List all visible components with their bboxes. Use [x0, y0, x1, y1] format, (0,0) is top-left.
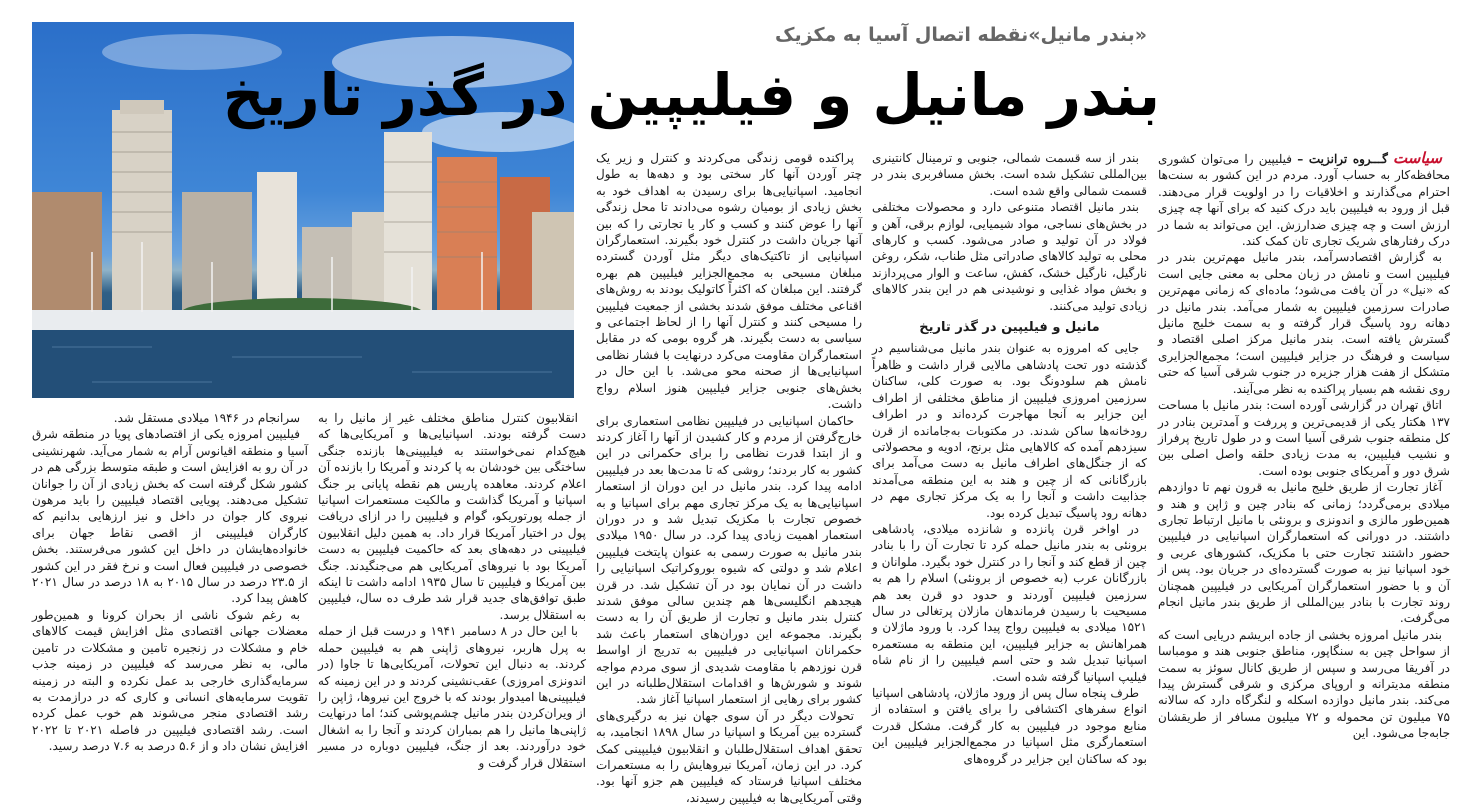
article-byline: گـــروه ترانزیت –	[1297, 152, 1388, 166]
article-column-2	[872, 150, 1147, 766]
article-column-5	[32, 410, 308, 755]
paragraph: بندر مانیل اقتصاد متنوعی دارد و محصولات مختلفی در بخش‌های نساجی، مواد شیمیایی، لوازم برقی، آهن و فولاد در آن تولید و صادر می‌شود. کسب و کارهای محلی به تولید کالاهای صادراتی مثل طناب، شکر، روغن نارگیل، نارگیل خشک، کفش، ساعت و الوار می‌پردازند و بخش مواد غذایی و نوشیدنی هم در این بندر کالاهای زیادی تولید می‌کنند.	[872, 200, 1147, 313]
section-subheading: مانیل و فیلیپین در گذر تاریخ	[919, 320, 1100, 336]
paragraph: در اواخر قرن پانزده و شانزده میلادی، پادشاهی برونئی به بندر مانیل حمله کرد تا تجارت آن را با بنادر چین از قطع کند و آنجا را در کنترل خود بگیرد. ملوانان و بازرگانان عرب (به خصوص از برونئی) اسلام را هم به سرزمین فیلیپین آوردند و حدود دو قرن بعد هم مسیحیت با رسیدن فرماندهان مازلان پرتغالی در سال ۱۵۲۱ میلادی به فیلیپین رواج پیدا کرد. با ورود ماژلان و همراهانش به جزایر فیلیپین، این منطقه به مستعمره اسپانیا تبدیل شد و حتی اسم فیلیپین را از نام شاه فیلیپ اسپانیا گرفته شده است.	[872, 521, 1147, 684]
article-column-3	[596, 150, 863, 805]
paragraph: انقلابیون کنترل مناطق مختلف غیر از مانیل را به دست گرفته بودند. اسپانیایی‌ها و آمریکایی‌ها که هیچ‌کدام نمی‌خواستند به فیلیپینی‌ها بازنده جنگی ساختگی بین خودشان به پا کردند و آمریکا را بازنده آن اعلام کردند. معاهده پاریس هم نقطه پایانی بر جنگ اسپانیا و آمریکا گذاشت و مالکیت مستعمرات اسپانیا از جمله پورتوریکو، گوام و فیلیپین را در ازای دریافت پول در اختیار آمریکا قرار داد. به همین دلیل انقلابیون فیلیپینی در دهه‌های بعد که حاکمیت فیلیپین به دست آمریکا بود با نیروهای آمریکایی هم می‌جنگیدند. جنگ بین آمریکا و فیلیپین تا سال ۱۹۳۵ ادامه داشت تا اینکه طبق توافق‌های جدید قرار شد طرف ده سال، فیلیپین به استقلال برسد.	[318, 411, 586, 622]
article-column-4	[318, 410, 586, 770]
paragraph: بندر مانیل امروزه بخشی از جاده ابریشم دریایی است که از سواحل چین به سنگاپور، مناطق جنوبی هند و مومباسا در آفریقا می‌رسد و سپس از طریق کانال سوئز به سمت منطقه مدیترانه و اروپای مرکزی و شرقی گسترش پیدا می‌کند. بندر مانیل دوازده اسکله و لنگرگاه دارد که سالانه ۷۵ میلیون تن محموله و ۷۲ میلیون مسافر از طریقشان جابه‌جا می‌شود. این	[1158, 627, 1450, 741]
paragraph: سرانجام در ۱۹۴۶ میلادی مستقل شد.	[113, 411, 300, 425]
paragraph: فیلیپین را می‌توان کشوری محافظه‌کار به حساب آورد. مردم در این کشور به سنت‌ها احترام می‌گذارند و اخلاقیات را در اولویت قرار می‌دهند. قبل از ورود به فیلیپین باید درک کنید که برای آنها چه چیزی ارزش است و چه چیزی ضدارزش. این می‌تواند به شما در درک رفتارهای شریک تجاری تان کمک کند.	[1158, 152, 1450, 249]
article-kicker: «بندر مانیل»نقطه اتصال آسیا به مکزیک	[775, 24, 1147, 46]
paragraph: جایی که امروزه به عنوان بندر مانیل می‌شناسیم در گذشته دور تحت پادشاهی مالایی قرار داشت و ظاهراً نامش هم سلودونگ بود. به صورت کلی، ساکنان سرزمین امروزی فیلیپین از مناطق مختلفی از اطراف این جزایر به آنجا مهاجرت کرده‌اند و در اطراف رودخانه‌ها ساکن شدند. در مکتوبات به‌جامانده از قرن سیزدهم آمده که کالاهایی مثل برنج، ادویه و محصولاتی که از جنگل‌های اطراف مانیل به دست می‌آمد برای بازرگانانی که از چین و هند به این منطقه می‌آمدند جذابیت داشت و آنجا را به یک مرکز تجاری مهم در دهانه رود پاسیگ تبدیل کرده بود.	[872, 341, 1147, 520]
publication-logo: سیاست	[1393, 149, 1442, 167]
paragraph: آغاز تجارت از طریق خلیج مانیل به قرون نهم تا دوازدهم میلادی برمی‌گردد؛ زمانی که بنادر چین و ژاپن و هند و همین‌طور مالزی و اندونزی و برونئی با مانیل ارتباط تجاری داشتند. در دورانی که استعمارگران اسپانیایی در فیلیپین حضور داشتند تجارت حتی با مکزیک، کشورهای عربی و خود اسپانیا نیز به صورت گسترده‌ای در جریان بود. پس از آن و با حضور استعمارگران آمریکایی در فیلیپین همچنان روند تجارت با بنادر بین‌المللی از طریق بندر مانیل انجام می‌گرفت.	[1158, 480, 1450, 626]
paragraph: تحولات دیگر در آن سوی جهان نیز به درگیری‌های گسترده بین آمریکا و اسپانیا در سال ۱۸۹۸ انجامید، به تحقق اهداف استقلال‌طلبان و انقلابیون فیلیپینی کمک کرد. در این زمان، آمریکا نیروهایش را به مستعمرات مختلف اسپانیا فرستاد که فیلیپین هم جزو آنها بود. وقتی آمریکایی‌ها به فیلیپین رسیدند،	[596, 708, 863, 805]
paragraph: به گزارش اقتصادسرآمد، بندر مانیل مهم‌ترین بندر در فیلیپین است و نامش در زبان محلی به معنی جایی است که «نیل» در آن یافت می‌شود؛ ماده‌ای که زمانی مهم‌ترین صادرات سرزمین فیلیپین به شمار می‌آمد. بندر مانیل در دهانه رود پاسیگ قرار گرفته و به سمت خلیج مانیل گسترش یافته است. بندر مانیل مرکز اصلی اقتصاد و سیاست و فرهنگ در جزایر فیلیپین است؛ مجمع‌الجزایری متشکل از هفت هزار جزیره در جنوب شرقی آسیا که حتی روی نقشه هم بسیار پراکنده به نظر می‌آیند.	[1158, 250, 1450, 396]
article-column-1	[1158, 150, 1450, 755]
paragraph: به رغم شوک ناشی از بحران کرونا و همین‌طور معضلات جهانی اقتصادی مثل افزایش قیمت کالاهای خام و مشکلات در زنجیره تامین و مشکلات در تامین مالی، به نظر می‌رسد که فیلیپین در زمینه جذب سرمایه‌گذاری خارجی بد عمل نکرده و البته در زمینه تقویت سرمایه‌های انسانی و کاری که در درازمدت به رشد اقتصادی منجر می‌شوند هم خوب عمل کرده است. رشد اقتصادی فیلیپین در فاصله ۲۰۲۱ تا ۲۰۲۲ افزایش نشان داد و از ۵.۶ درصد به ۷.۶ درصد رسید.	[32, 607, 309, 754]
paragraph: اتاق تهران در گزارشی آورده است: بندر مانیل با مساحت ۱۳۷ هکتار یکی از قدیمی‌ترین و پررفت و آمدترین بنادر در کل منطقه جنوب شرقی آسیا است و در طول تاریخ پرفراز و نشیب فیلیپین، به مدت زیادی حلقه واصل اصلی بین شرق دور و آمریکای جنوبی بوده است.	[1158, 398, 1450, 478]
paragraph: فیلیپین امروزه یکی از اقتصادهای پویا در منطقه شرق آسیا و منطقه اقیانوس آرام به شمار می‌آید. شهرنشینی در آن رو به افزایش است و طبقه متوسط بزرگی هم در کشور شکل گرفته است که بخش زیادی از آن را جوانان تشکیل می‌دهند. پویایی اقتصاد فیلیپین را باید مرهون نیروی کار جوان در داخل و نیز ارزهایی بدانیم که کارگران فیلیپینی از اقصی نقاط جهان برای خانواده‌هایشان در داخل این کشور می‌فرستند. بخش خصوصی در فیلیپین فعال است و نرخ فقر در این کشور از ۲۳.۵ درصد در سال ۲۰۱۵ به ۱۸ درصد در سال ۲۰۲۱ کاهش پیدا کرد.	[32, 427, 309, 606]
article-headline: بندر مانیل و فیلیپین در گذر تاریخ	[222, 61, 1160, 129]
paragraph: حاکمان اسپانیایی در فیلیپین نظامی استعماری برای خارج‌گرفتن از مردم و کار کشیدن از آنها را آغاز کردند و از ابتدا قدرت نظامی را برای حکمرانی در این کشور به کار بردند؛ روشی که تا مدت‌ها بعد در فیلیپین ادامه پیدا کرد. بندر مانیل در این دوران از استعمار اسپانیایی‌ها به یک مرکز تجاری مهم برای اسپانیا و به خصوص تجارت با مکزیک تبدیل شد و در دوران استعمار اهمیت زیادی پیدا کرد. در سال ۱۹۵۰ میلادی بندر مانیل به صورت رسمی به عنوان پایتخت فیلیپین اعلام شد و دولتی که شیوه بوروکراتیک اسپانیایی را داشت در آن نمایان بود در آن تشکیل شد. در قرن هیجدهم انگلیسی‌ها هم چندین سالی موفق شدند کنترل بندر مانیل و تجارت از طریق آن را به دست بگیرند. مجموعه این دوران‌های استعمار باعث شد حکمرانان اسپانیایی در فیلیپین به تدریج از اواسط قرن نوزدهم با مقاومت شدیدی از سوی مردم مواجه شوند و شورش‌ها و اقدامات استقلال‌طلبانه در این کشور برای رهایی از استعمار اسپانیا آغاز شد.	[596, 413, 862, 707]
paragraph: پراکنده قومی زندگی می‌کردند و کنترل و زیر یک چتر آوردن آنها کار سختی بود و دهه‌ها به طول انجامید. اسپانیایی‌ها برای رسیدن به اهداف خود به بخش زیادی از بومیان رشوه می‌دادند تا محل زندگی آنها را عوض کنند و کسب و کار یا تجارتی را که بین آنها جریان داشت در کنترل خود بگیرند. استعمارگران اسپانیایی از تاکتیک‌های دیگر مثل آوردن گسترده مبلغان مسیحی به مجمع‌الجزایر فیلیپین هم بهره گرفتند. این مبلغان که اکثراً کاتولیک بودند به روش‌های اقناعی مختلف موفق شدند بخشی از جمعیت فیلیپین را مسیحی کنند و کنترل آنها را از لحاظ اجتماعی و سیاسی به دست بگیرند. هر گروه بومی که در مقابل استعمارگران مقاومت می‌کرد درنهایت با فشار نظامی اسپانیایی‌ها از صحنه محو می‌شد. با این حال در بخش‌های جنوبی جزایر فیلیپین هنوز اسلام رواج داشت.	[596, 151, 862, 412]
paragraph: بندر از سه قسمت شمالی، جنوبی و ترمینال کانتینری بین‌المللی تشکیل شده است. بخش مسافربری بندر در قسمت شمالی واقع شده است.	[872, 151, 1147, 198]
paragraph: با این حال در ۸ دسامبر ۱۹۴۱ و درست قبل از حمله به پرل هاربر، نیروهای ژاپنی هم به فیلیپین حمله کردند. به دنبال این تحولات، آمریکایی‌ها تا جاوا (در اندونزی امروزی) عقب‌نشینی کردند و در این زمینه که فیلیپینی‌ها امیدوار بودند که با خروج این نیروها، ژاپن را از ویران‌کردن بندر مانیل چشم‌پوشی کند؛ اما درنهایت ژاپنی‌ها مانیل را هم بمباران کردند و آنجا را به اشغال خود درآوردند. بعد از جنگ، فیلیپین دوباره در مسیر استقلال قرار گرفت و	[318, 624, 586, 770]
paragraph: طرف پنجاه سال پس از ورود ماژلان، پادشاهی اسپانیا انواع سفرهای اکتشافی را برای یافتن و استفاده از منابع موجود در فیلیپین به کار گرفت. مشکل قدرت استعمارگری مثل اسپانیا در مجمع‌الجزایر فیلیپین این بود که ساکنان این جزایر در گروه‌های	[872, 686, 1147, 766]
